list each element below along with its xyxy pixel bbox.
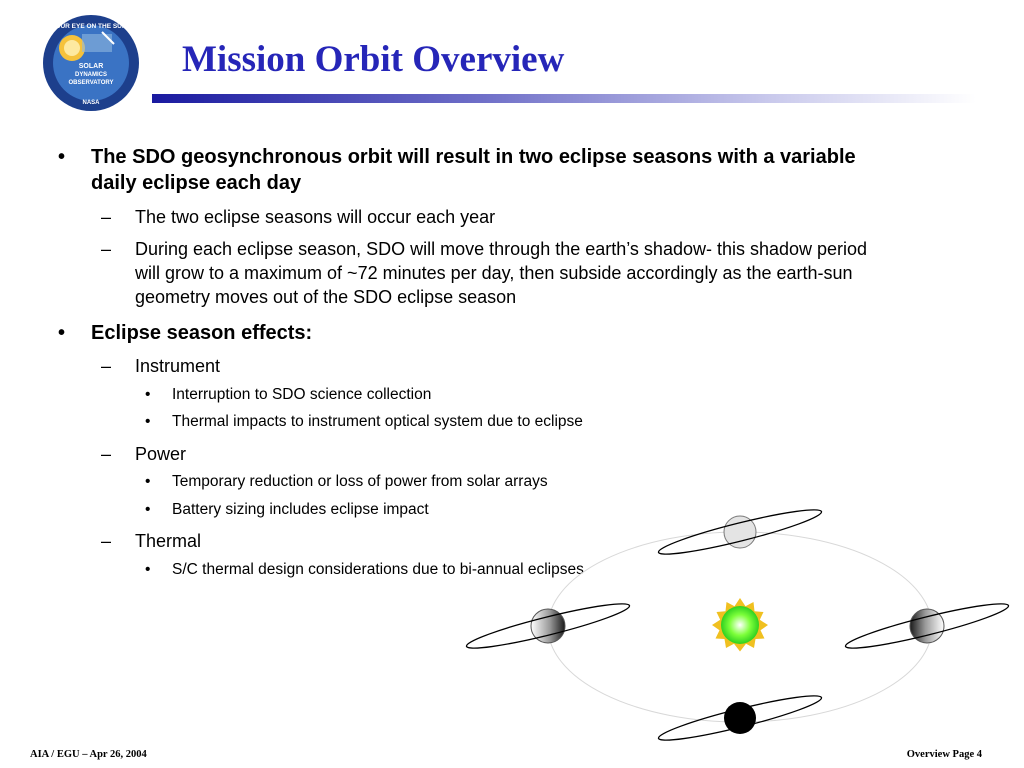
dash-marker: – <box>101 531 112 551</box>
bullet-marker: • <box>58 146 66 168</box>
planet-top <box>656 503 823 561</box>
dash-marker: – <box>101 207 112 227</box>
instrument-item-2: Thermal impacts to instrument optical system due to eclipse <box>172 413 583 430</box>
footer-left: AIA / EGU – Apr 26, 2004 <box>30 749 147 760</box>
power-item-2: Battery sizing includes eclipse impact <box>172 501 429 518</box>
dash-marker: – <box>101 356 112 376</box>
sub-bullet-shadow-line-1: During each eclipse season, SDO will move through the earth’s shadow- this shadow period <box>135 239 868 259</box>
planet-bottom-eclipse <box>656 689 823 747</box>
footer-page-number: Overview Page 4 <box>906 749 982 760</box>
dash-marker: – <box>101 239 112 259</box>
logo-ring-text: OUR EYE ON THE SUN <box>55 23 127 30</box>
sub-bullet-shadow-line-2: will grow to a maximum of ~72 minutes per day, then subside accordingly as the earth-sun <box>135 263 853 283</box>
sub-heading-power: Power <box>135 444 187 464</box>
bullet-1-line-2: daily eclipse each day <box>91 172 302 194</box>
logo-agency: NASA <box>82 100 100 106</box>
logo-name-2: DYNAMICS <box>74 72 108 78</box>
sun-icon <box>721 606 759 644</box>
sub-heading-thermal: Thermal <box>135 531 202 551</box>
logo-name-1: SOLAR <box>78 63 104 70</box>
sub-heading-instrument: Instrument <box>135 356 221 376</box>
logo-name-3: OBSERVATORY <box>68 80 114 86</box>
sub-bullet-seasons: The two eclipse seasons will occur each year <box>135 207 496 227</box>
bullet-marker: • <box>145 386 151 403</box>
instrument-item-1: Interruption to SDO science collection <box>172 386 432 403</box>
power-item-1: Temporary reduction or loss of power from solar arrays <box>172 473 548 490</box>
sub-bullet-shadow-line-3: geometry moves out of the SDO eclipse season <box>135 287 517 307</box>
bullet-2-heading: Eclipse season effects: <box>91 322 313 344</box>
planet-left <box>464 597 631 655</box>
bullet-marker: • <box>145 473 151 490</box>
bullet-marker: • <box>145 413 151 430</box>
bullet-1-line-1: The SDO geosynchronous orbit will result in two eclipse seasons with a variable <box>91 146 856 168</box>
dash-marker: – <box>101 444 112 464</box>
slide-title: Mission Orbit Overview <box>182 39 565 80</box>
thermal-item-1: S/C thermal design considerations due to bi-annual eclipses <box>172 561 584 578</box>
bullet-marker: • <box>145 561 151 578</box>
bullet-marker: • <box>58 322 66 344</box>
bullet-marker: • <box>145 501 151 518</box>
